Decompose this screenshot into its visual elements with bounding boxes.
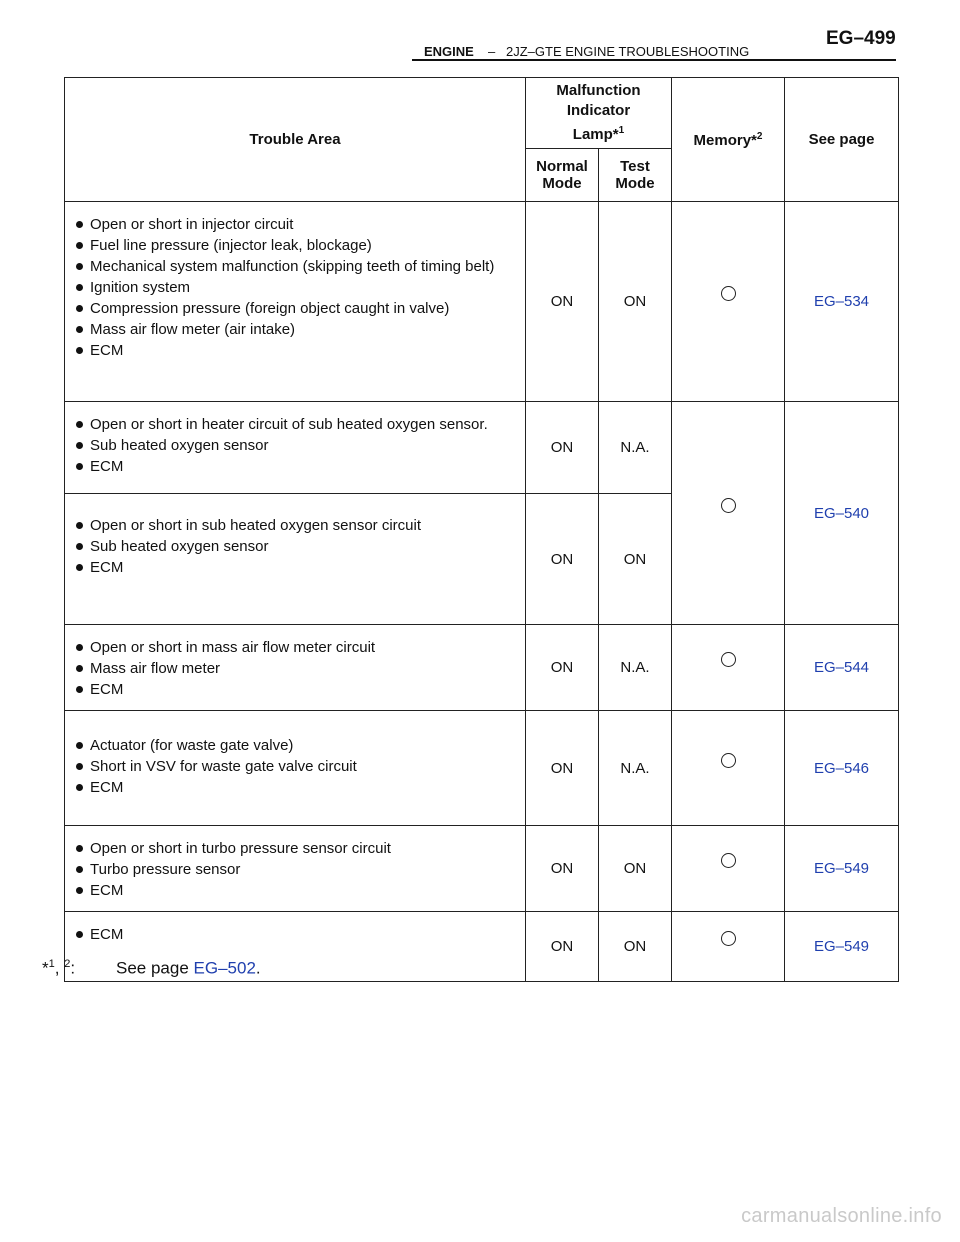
normal-mode-value: ON (526, 912, 599, 982)
watermark: carmanualsonline.info (741, 1205, 942, 1227)
footnote-link[interactable]: EG–502 (193, 958, 256, 978)
header-normal-mode: Normal Mode (526, 149, 599, 202)
list-item: ECM (75, 557, 521, 578)
list-item: Ignition system (75, 277, 521, 298)
list-item: Sub heated oxygen sensor (75, 435, 521, 456)
circle-icon (721, 853, 736, 868)
trouble-area-cell (65, 202, 526, 402)
header-dash: – (488, 44, 496, 59)
list-item: ECM (75, 679, 521, 700)
memory-cell (672, 912, 785, 982)
test-mode-value: ON (599, 912, 672, 982)
list-item: Turbo pressure sensor (75, 859, 521, 880)
trouble-area-cell (65, 826, 526, 912)
footnote: *$^1$, $^2$: See page EG–502. (42, 958, 261, 978)
footnote-text: See page (116, 958, 194, 978)
page-header (0, 0, 960, 62)
list-item: Sub heated oxygen sensor (75, 536, 521, 557)
page-number: EG–499 (826, 28, 896, 49)
header-memory: Memory*$^2$ (672, 78, 785, 202)
list-item: Mass air flow meter (75, 658, 521, 679)
circle-icon (721, 286, 736, 301)
circle-icon (721, 931, 736, 946)
table-row (65, 625, 899, 711)
trouble-area-cell (65, 494, 526, 625)
see-page-link[interactable]: EG–549 (785, 826, 899, 912)
circle-icon (721, 753, 736, 768)
normal-mode-value: ON (526, 625, 599, 711)
list-item: Fuel line pressure (injector leak, blockage) (75, 235, 521, 256)
see-page-link[interactable]: EG–534 (785, 202, 899, 402)
memory-cell (672, 202, 785, 402)
trouble-area-cell (65, 625, 526, 711)
trouble-area-cell (65, 402, 526, 494)
test-mode-value: ON (599, 826, 672, 912)
list-item: Actuator (for waste gate valve) (75, 735, 521, 756)
table-row (65, 402, 899, 494)
normal-mode-value: ON (526, 711, 599, 826)
header-section: ENGINE (424, 44, 474, 59)
header-rule (412, 59, 896, 61)
list-item: ECM (75, 456, 521, 477)
list-item: ECM (75, 777, 521, 798)
memory-cell (672, 402, 785, 625)
memory-cell (672, 625, 785, 711)
list-item: ECM (75, 340, 521, 361)
test-mode-value: ON (599, 202, 672, 402)
test-mode-value: N.A. (599, 625, 672, 711)
list-item: Open or short in heater circuit of sub heated oxygen sensor. (75, 414, 521, 435)
list-item: Open or short in sub heated oxygen sensor circuit (75, 515, 521, 536)
see-page-link[interactable]: EG–544 (785, 625, 899, 711)
see-page-link[interactable]: EG–549 (785, 912, 899, 982)
header-test-mode: Test Mode (599, 149, 672, 202)
trouble-table (64, 77, 899, 982)
header-trouble-area: Trouble Area (65, 78, 526, 202)
list-item: Mechanical system malfunction (skipping teeth of timing belt) (75, 256, 521, 277)
normal-mode-value: ON (526, 202, 599, 402)
list-item: Open or short in mass air flow meter circuit (75, 637, 521, 658)
see-page-link[interactable]: EG–546 (785, 711, 899, 826)
header-see-page: See page (785, 78, 899, 202)
header-mil: Malfunction Indicator Lamp*$^1$ (526, 78, 672, 149)
normal-mode-value: ON (526, 402, 599, 494)
list-item: ECM (75, 880, 521, 901)
list-item: ECM (75, 924, 521, 945)
memory-cell (672, 826, 785, 912)
list-item: Compression pressure (foreign object caught in valve) (75, 298, 521, 319)
circle-icon (721, 498, 736, 513)
test-mode-value: ON (599, 494, 672, 625)
circle-icon (721, 652, 736, 667)
normal-mode-value: ON (526, 826, 599, 912)
list-item: Mass air flow meter (air intake) (75, 319, 521, 340)
header-subtitle: 2JZ–GTE ENGINE TROUBLESHOOTING (506, 44, 750, 59)
list-item: Open or short in injector circuit (75, 214, 521, 235)
memory-cell (672, 711, 785, 826)
table-row (65, 711, 899, 826)
list-item: Short in VSV for waste gate valve circuit (75, 756, 521, 777)
test-mode-value: N.A. (599, 402, 672, 494)
see-page-link[interactable]: EG–540 (785, 402, 899, 625)
test-mode-value: N.A. (599, 711, 672, 826)
list-item: Open or short in turbo pressure sensor circuit (75, 838, 521, 859)
trouble-area-cell (65, 711, 526, 826)
table-row (65, 826, 899, 912)
normal-mode-value: ON (526, 494, 599, 625)
table-row (65, 202, 899, 402)
